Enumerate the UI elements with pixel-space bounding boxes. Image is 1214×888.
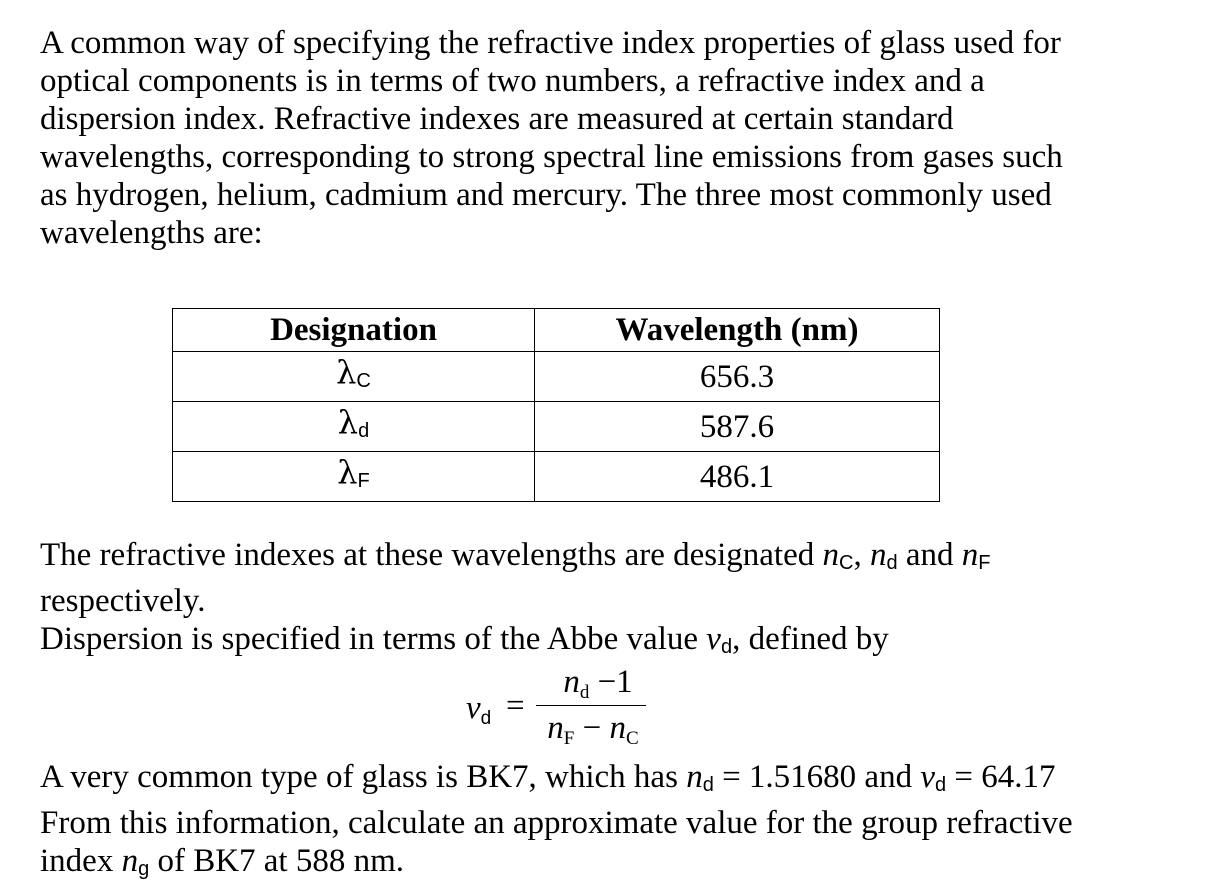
paragraph-line xyxy=(40,758,1190,804)
question-paragraph xyxy=(40,758,1190,888)
paragraph-line xyxy=(40,536,1190,582)
intro-line: A common way of specifying the refractive index properties of glass used for xyxy=(40,25,1061,61)
subscript: d xyxy=(934,774,947,796)
abbe-formula xyxy=(466,664,666,754)
symbol-v: v xyxy=(920,759,935,795)
designation-subscript: F xyxy=(357,470,370,492)
symbol-n: n xyxy=(563,664,580,700)
subscript: C xyxy=(838,552,854,574)
text-span: = 64.17 xyxy=(946,759,1056,795)
fraction-bar xyxy=(536,705,646,706)
subscript: d xyxy=(579,682,590,703)
paragraph-line xyxy=(40,842,1190,888)
text-span: of BK7 at 588 nm. xyxy=(149,843,405,879)
symbol-n: n xyxy=(686,759,703,795)
text-span: and xyxy=(897,537,962,573)
table-header-row xyxy=(173,309,940,352)
subscript: F xyxy=(978,552,991,574)
symbol-n: n xyxy=(547,710,564,746)
text-span: The refractive indexes at these wavelengths are designated xyxy=(40,537,823,573)
text-span: index xyxy=(40,843,122,879)
paragraph-line: From this information, calculate an approximate value for the group refractive xyxy=(40,805,1073,841)
subscript: d xyxy=(886,552,898,574)
table-row xyxy=(173,452,940,502)
lambda-symbol: λ xyxy=(336,353,357,391)
intro-paragraph xyxy=(40,24,1190,252)
designation-cell xyxy=(173,352,535,402)
text-span: A very common type of glass is BK7, which has xyxy=(40,759,687,795)
subscript: d xyxy=(480,708,492,729)
wavelength-table xyxy=(172,308,940,502)
text-span: , defined by xyxy=(732,621,889,657)
text-span: , xyxy=(853,537,870,573)
formula-numerator xyxy=(550,664,646,704)
subscript: d xyxy=(720,636,733,658)
designation-subscript: C xyxy=(356,370,371,392)
lambda-symbol: λ xyxy=(337,453,358,491)
wavelength-cell: 656.3 xyxy=(535,352,940,402)
wavelength-cell: 486.1 xyxy=(535,452,940,502)
subscript: d xyxy=(702,774,714,796)
intro-line: wavelengths are: xyxy=(40,215,263,251)
designation-cell xyxy=(173,452,535,502)
intro-line: dispersion index. Refractive indexes are measured at certain standard xyxy=(40,101,954,137)
column-header-wavelength: Wavelength (nm) xyxy=(535,309,940,352)
definition-paragraph xyxy=(40,536,1190,666)
intro-line: as hydrogen, helium, cadmium and mercury. The three most commonly used xyxy=(40,177,1052,213)
symbol-n: n xyxy=(609,710,626,746)
subscript: F xyxy=(563,728,575,749)
formula-denominator xyxy=(534,710,652,750)
text-span: −1 xyxy=(589,664,633,700)
intro-line: optical components is in terms of two numbers, a refractive index and a xyxy=(40,63,985,99)
designation-cell xyxy=(173,402,535,452)
table-row xyxy=(173,402,940,452)
intro-line: wavelengths, corresponding to strong spectral line emissions from gases such xyxy=(40,139,1063,175)
text-span: = 1.51680 and xyxy=(713,759,921,795)
symbol-v: v xyxy=(466,690,481,726)
symbol-n: n xyxy=(822,537,839,573)
subscript: g xyxy=(138,858,150,880)
wavelength-cell: 587.6 xyxy=(535,402,940,452)
lambda-symbol: λ xyxy=(337,403,359,441)
minus-sign: − xyxy=(574,710,610,746)
paragraph-line: respectively. xyxy=(40,583,206,619)
symbol-n: n xyxy=(869,537,887,573)
table-row xyxy=(173,352,940,402)
subscript: C xyxy=(626,728,639,749)
formula-lhs xyxy=(466,690,491,730)
symbol-v: v xyxy=(706,621,721,657)
symbol-n: n xyxy=(961,537,979,573)
column-header-designation: Designation xyxy=(173,309,535,352)
symbol-n: n xyxy=(121,843,139,879)
text-span: Dispersion is specified in terms of the Abbe value xyxy=(40,621,707,657)
paragraph-line xyxy=(40,620,1190,666)
designation-subscript: d xyxy=(358,420,370,442)
equals-sign: = xyxy=(506,688,525,724)
